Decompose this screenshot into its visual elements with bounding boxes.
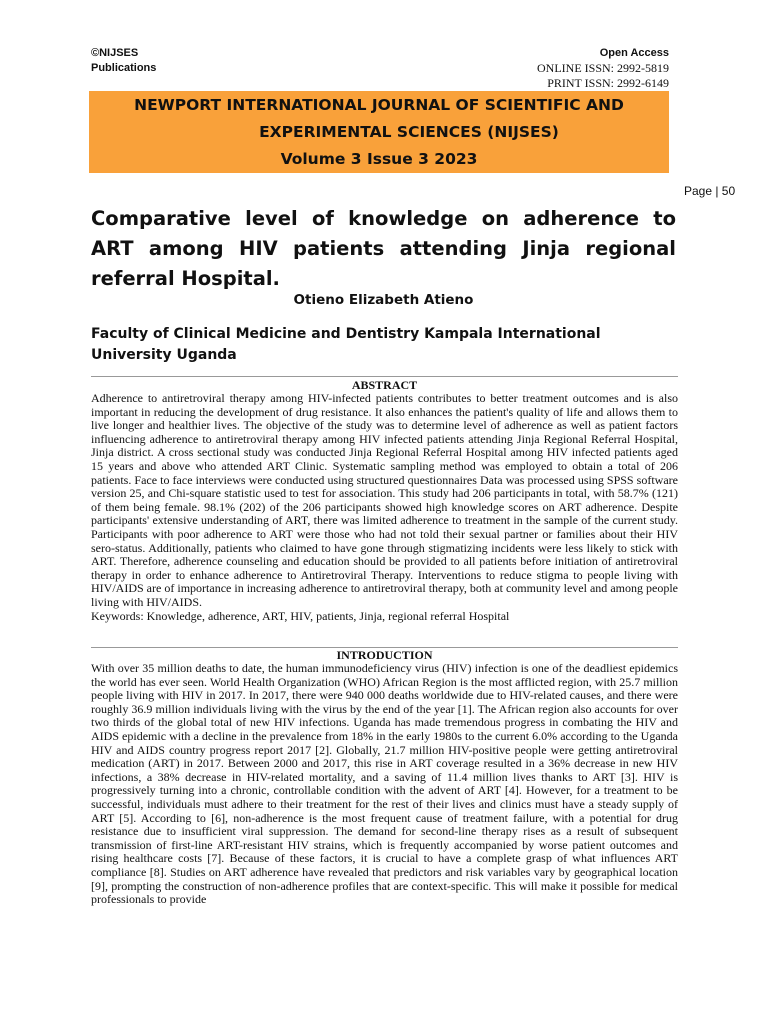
introduction-heading: INTRODUCTION [336, 648, 433, 662]
print-issn: PRINT ISSN: 2992-6149 [547, 76, 669, 90]
page-number: Page | 50 [684, 184, 736, 198]
abstract-text: Adherence to antiretroviral therapy among HIV-infected patients contributes to better treatment outcomes and is also important in reducing the development of drug resistance. It also enhances the patient's quality of life and allows them to live longer and healthier lives. The objective of the study was to determine level of adherence as well as patient factors influencing adherence to antiretroviral therapy among HIV infected patients attending Jinja Regional Referral Hospital, Jinja district. A cross sectional study was conducted Jinja Regional Referral Hospital among HIV infected patients aged 15 years and above who attended ART Clinic. Systematic sampling method was employed to obtain a total of 206 patients. Face to face interviews were conducted using structured questionnaires Data was processed using SPSS software version 25, and Chi-square statistic used to test for association. This study had 206 participants in total, with 58.7% (121) of them being female. 98.1% (202) of the 206 participants showed high knowledge scores on ART adherence. Despite participants' extensive understanding of ART, there was limited adherence to treatment in the sample of the current study. Participants with poor adherence to ART were those who had not told their sexual partner or families about their HIV sero-status. Additionally, patients who claimed to have gone through stigmatizing incidents were less likely to stick with ART. Therefore, adherence counseling and education should be provided to all patients before initiation of antiretroviral therapy in order to enhance adherence to Antiretroviral Therapy. Interventions to reduce stigma to people living with HIV/AIDS are of importance in increasing adherence to antiretroviral therapy, both at community level and among people living with HIV/AIDS. [91, 391, 678, 609]
abstract-body [91, 392, 678, 623]
author-name: Otieno Elizabeth Atieno [293, 292, 474, 308]
journal-title-line1: NEWPORT INTERNATIONAL JOURNAL OF SCIENTIFIC AND [134, 96, 624, 114]
introduction-text: With over 35 million deaths to date, the human immunodeficiency virus (HIV) infection is one of the deadliest epidemics the world has ever seen. World Health Organization (WHO) African Region is the most afflicted region, with 25.7 million people living with HIV in 2017. In 2017, there were 940 000 deaths worldwide due to HIV-related causes, and there were roughly 36.9 million individuals living with the virus by the end of the year [1]. The African region also accounts for over two thirds of the global total of new HIV infections. Uganda has made tremendous progress in combating the HIV and AIDS epidemic with a decline in the prevalence from 18% in the early 1980s to the current 6.0% according to the Uganda HIV and AIDS country progress report 2017 [2]. Globally, 21.7 million HIV-positive people were getting antiretroviral medication (ART) in 2017. Between 2000 and 2017, this rise in ART coverage resulted in a 36% decrease in new HIV infections, a 38% decrease in HIV-related mortality, and a saving of 11.4 million lives thanks to ART [3]. HIV is progressively turning into a chronic, controllable condition with the advent of ART [4]. However, for a treatment to be successful, individuals must adhere to their treatment for the rest of their lives and clinics must have a steady supply of ART [5]. According to [6], non-adherence is the most frequent cause of treatment failure, with a potential for drug resistance due to insufficient viral suppression. The demand for second-line therapy rises as a result of subsequent transmission of first-line ART-resistant HIV strains, which is frequently accompanied by worse patient outcomes and rising healthcare costs [7]. Because of these factors, it is crucial to have a complete grasp of what influences ART compliance [8]. Studies on ART adherence have revealed that predictors and risk variables vary by geographical location [9], prompting the construction of non-adherence profiles that are context-specific. This will make it possible for medical professionals to provide [91, 661, 678, 907]
introduction-body [91, 662, 678, 907]
journal-banner [89, 91, 669, 173]
online-issn: ONLINE ISSN: 2992-5819 [537, 61, 669, 75]
paper-title: Comparative level of knowledge on adherence to ART among HIV patients attending Jinja regional referral Hospital. [91, 207, 676, 290]
issn-block [537, 46, 669, 91]
volume-issue: Volume 3 Issue 3 2023 [280, 150, 478, 168]
publisher-name: ©NIJSES [91, 47, 139, 59]
publisher-block [91, 46, 156, 76]
open-access-label: Open Access [599, 47, 669, 59]
abstract-heading: ABSTRACT [351, 378, 418, 392]
publisher-label: Publications [91, 62, 157, 74]
author-affiliation: Faculty of Clinical Medicine and Dentistry Kampala International University Uganda [91, 326, 601, 363]
journal-title-line2: EXPERIMENTAL SCIENCES (NIJSES) [259, 123, 559, 141]
abstract-top-rule [91, 376, 678, 377]
abstract-keywords: Keywords: Knowledge, adherence, ART, HIV, patients, Jinja, regional referral Hospital [91, 608, 510, 623]
